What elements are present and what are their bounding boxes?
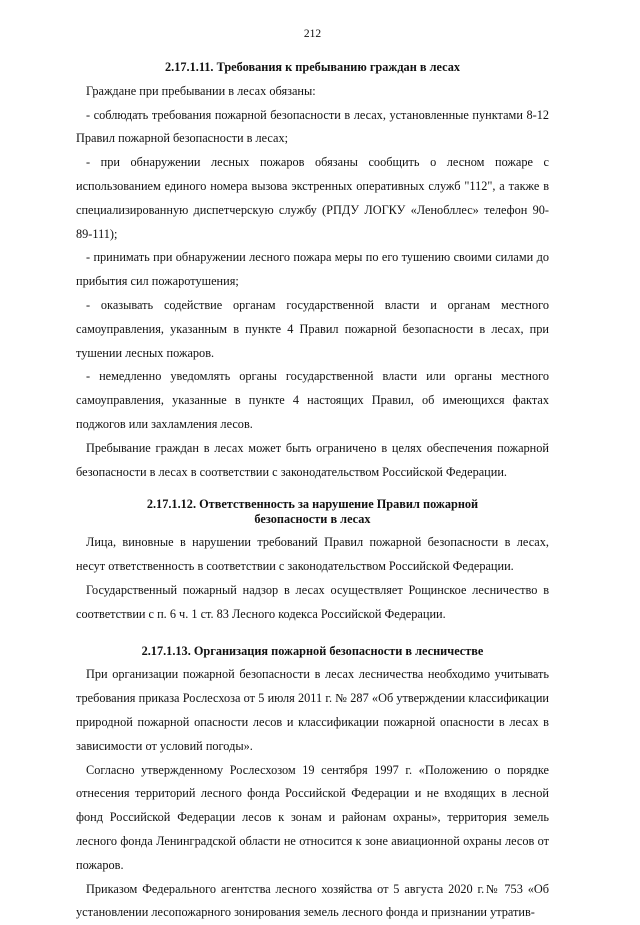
section-heading-2-17-1-12 (76, 497, 549, 527)
paragraph: Граждане при пребывании в лесах обязаны: (76, 80, 549, 104)
paragraph: Согласно утвержденному Рослесхозом 19 сентября 1997 г. «Положению о порядке отнесения территорий лесного фонда Российской Федерации и не входящих в лесной фонд Российской Федерации лесов к зонам и районам охраны», территория земель лесного фонда Ленинградской области не относится к зоне авиационной охраны лесов от пожаров. (76, 759, 549, 878)
list-item-paragraph: - немедленно уведомлять органы государственной власти или органы местного самоуправления, указанные в пункте 4 настоящих Правил, об имеющихся фактах поджогов или захламления лесов. (76, 365, 549, 436)
section-heading-2-17-1-11 (76, 56, 549, 80)
section-heading-line: 2.17.1.12. Ответственность за нарушение Правил пожарной (76, 497, 549, 512)
paragraph: Лица, виновные в нарушении требований Правил пожарной безопасности в лесах, несут ответственность в соответствии с законодательством Российской Федерации. (76, 531, 549, 579)
page-number: 212 (76, 28, 549, 40)
document-page (76, 0, 549, 905)
section-heading-line: 2.17.1.13. Организация пожарной безопасности в лесничестве (76, 640, 549, 664)
document-body (76, 56, 549, 925)
paragraph: Пребывание граждан в лесах может быть ограничено в целях обеспечения пожарной безопасности в лесах в соответствии с законодательством Российской Федерации. (76, 437, 549, 485)
paragraph: Приказом Федерального агентства лесного хозяйства от 5 августа 2020 г.№ 753 «Об установлении лесопожарного зонирования земель лесного фонда и признании утратив- (76, 878, 549, 925)
list-item-paragraph: - при обнаружении лесных пожаров обязаны сообщить о лесном пожаре с использованием единого номера вызова экстренных оперативных служб "112", а также в специализированную диспетчерскую службу (РПДУ ЛОГКУ «Ленобллес» телефон 90-89-111); (76, 151, 549, 246)
paragraph: Государственный пожарный надзор в лесах осуществляет Рощинское лесничество в соответствии с п. 6 ч. 1 ст. 83 Лесного кодекса Российской Федерации. (76, 579, 549, 627)
section-heading-line: безопасности в лесах (76, 512, 549, 527)
list-item-paragraph: - соблюдать требования пожарной безопасности в лесах, установленные пунктами 8-12 Правил пожарной безопасности в лесах; (76, 104, 549, 152)
list-item-paragraph: - оказывать содействие органам государственной власти и органам местного самоуправления, указанным в пункте 4 Правил пожарной безопасности в лесах, при тушении лесных пожаров. (76, 294, 549, 365)
list-item-paragraph: - принимать при обнаружении лесного пожара меры по его тушению своими силами до прибытия сил пожаротушения; (76, 246, 549, 294)
section-heading-line: 2.17.1.11. Требования к пребыванию граждан в лесах (76, 56, 549, 80)
paragraph: При организации пожарной безопасности в лесах лесничества необходимо учитывать требования приказа Рослесхоза от 5 июля 2011 г. № 287 «Об утверждении классификации природной пожарной опасности лесов и классификации пожарной опасности в лесах в зависимости от условий погоды». (76, 663, 549, 758)
section-heading-2-17-1-13 (76, 640, 549, 664)
